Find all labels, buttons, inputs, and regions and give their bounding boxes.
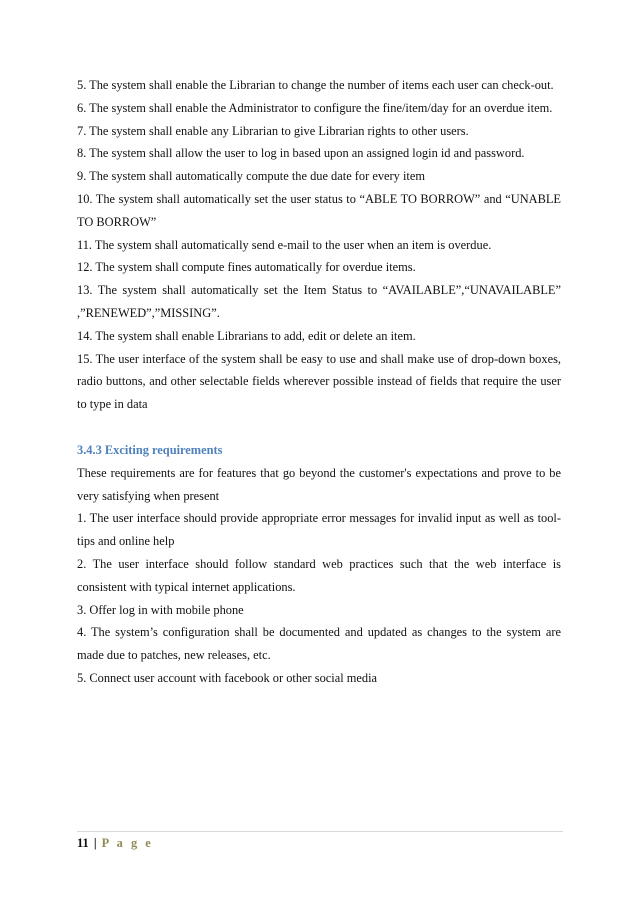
requirement-5: 5. The system shall enable the Librarian to change the number of items each user can check-out. [77, 78, 554, 92]
requirement-9: 9. The system shall automatically compute the due date for every item [77, 169, 425, 184]
requirement-14: 14. The system shall enable Librarians to add, edit or delete an item. [77, 328, 416, 343]
exciting-item-5: 5. Connect user account with facebook or other social media [77, 670, 378, 685]
exciting-item-2: 2. The user interface should follow standard web practices such that the web interface is consistent with typical internet applications. [77, 556, 561, 594]
requirement-12: 12. The system shall compute fines automatically for overdue items. [77, 260, 416, 275]
exciting-item-3: 3. Offer log in with mobile phone [77, 602, 244, 617]
requirement-10: 10. The system shall automatically set the user status to “ABLE TO BORROW” and “UNABLE TO BORROW” [77, 191, 561, 229]
requirement-11: 11. The system shall automatically send e-mail to the user when an item is overdue. [77, 237, 492, 252]
page-number: 11 [77, 836, 89, 850]
requirement-15: 15. The user interface of the system shall be easy to use and shall make use of drop-down boxes, radio buttons, and other selectable fields wherever possible instead of fields that require the user to type in data [77, 351, 561, 412]
exciting-item-4: 4. The system’s configuration shall be documented and updated as changes to the system are made due to patches, new releases, etc. [77, 625, 561, 663]
page-content [77, 74, 561, 690]
requirement-7: 7. The system shall enable any Librarian to give Librarian rights to other users. [77, 123, 469, 138]
page-label: P a g e [101, 836, 154, 850]
requirement-6: 6. The system shall enable the Administrator to configure the fine/item/day for an overdue item. [77, 100, 553, 115]
page-footer [77, 836, 153, 851]
section-heading: 3.4.3 Exciting requirements [77, 442, 223, 457]
footer-divider [77, 831, 563, 832]
requirement-8: 8. The system shall allow the user to log in based upon an assigned login id and password. [77, 146, 525, 161]
exciting-item-1: 1. The user interface should provide appropriate error messages for invalid input as well as tool-tips and online help [77, 511, 561, 549]
section-spacer [77, 416, 561, 439]
section-intro: These requirements are for features that go beyond the customer's expectations and prove to be very satisfying when present [77, 465, 561, 503]
requirement-13: 13. The system shall automatically set the Item Status to “AVAILABLE”,“UNAVAILABLE” ,”RENEWED”,”MISSING”. [77, 283, 561, 320]
footer-separator: | [93, 836, 97, 850]
